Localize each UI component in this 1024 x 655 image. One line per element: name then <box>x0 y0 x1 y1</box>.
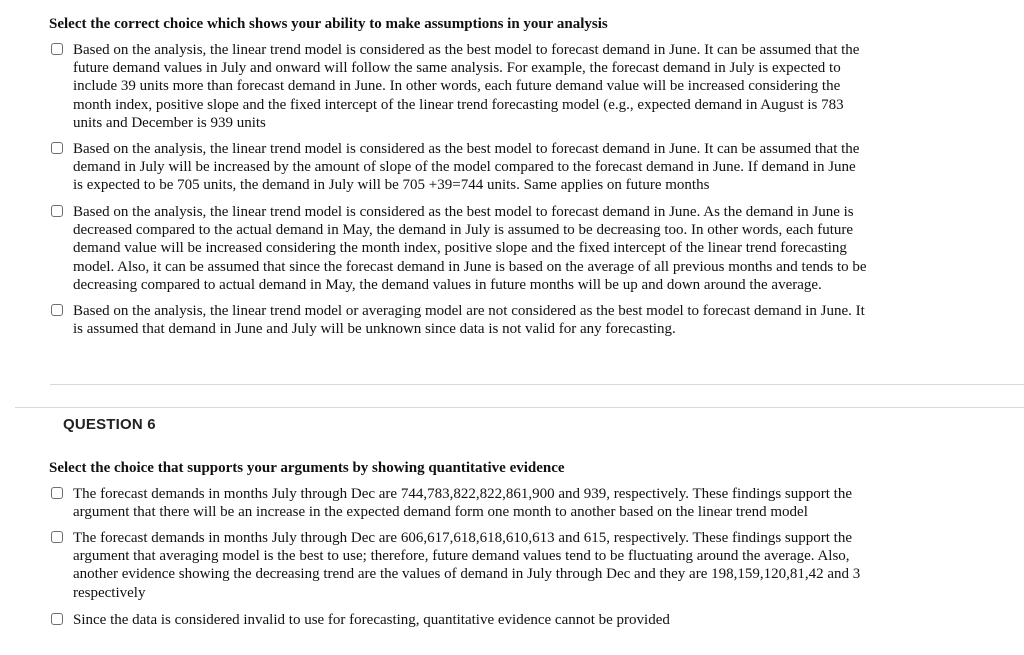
checkbox[interactable] <box>51 487 63 499</box>
choice-text: Based on the analysis, the linear trend model or averaging model are not considered as the best model to forecast demand in June. It is assumed that demand in June and July will be unknown since data is not valid for any forecasting. <box>73 303 865 338</box>
question5-prompt: Select the correct choice which shows your ability to make assumptions in your analysis <box>49 16 608 32</box>
question6-prompt: Select the choice that supports your arguments by showing quantitative evidence <box>49 460 565 476</box>
checkbox[interactable] <box>51 531 63 543</box>
question-divider-outer <box>15 407 1024 408</box>
choice-text: Based on the analysis, the linear trend model is considered as the best model to forecast demand in June. It can be assumed that the demand in July will be increased by the amount of slope of the model compared to the forecast demand in June. If demand in June is expected to be 705 units, the demand in July will be 705 +39=744 units. Same applies on future months <box>73 141 860 194</box>
choice-text: The forecast demands in months July through Dec are 744,783,822,822,861,900 and 939, respectively. These findings support the argument that there will be an increase in the expected demand form one month to another based on the linear trend model <box>73 486 853 521</box>
question6-label: QUESTION 6 <box>63 416 156 433</box>
choice-text: Since the data is considered invalid to use for forecasting, quantitative evidence cannot be provided <box>73 612 670 628</box>
checkbox[interactable] <box>51 613 63 625</box>
checkbox[interactable] <box>51 142 63 154</box>
choice-text: The forecast demands in months July through Dec are 606,617,618,618,610,613 and 615, respectively. These findings support the argument that averaging model is the best to use; therefore, future demand values tend to be fluctuating around the average. Also, another evidence showing the decreasing trend are the values of demand in July through Dec and they are 198,159,120,81,42 and 3 respectively <box>73 530 861 601</box>
choice-text: Based on the analysis, the linear trend model is considered as the best model to forecast demand in June. It can be assumed that the future demand values in July and onward will follow the same analysis. For example, the forecast demand in July is expected to include 39 units more than forecast demand in June. In other words, each future demand value will be increased considering the month index, positive slope and the fixed intercept of the linear trend forecasting model (e.g., expected demand in August is 783 units and December is 939 units <box>73 42 860 131</box>
checkbox[interactable] <box>51 43 63 55</box>
choice-text: Based on the analysis, the linear trend model is considered as the best model to forecast demand in June. As the demand in June is decreased compared to the actual demand in May, the demand in July is assumed to be decreasing too. In other words, each future demand value will be increased considering the month index, positive slope and the fixed intercept of the linear trend forecasting model. Also, it can be assumed that since the forecast demand in June is based on the average of all previous months and tends to be decreasing compared to actual demand in May, the demand values in future months will be up and down around the average. <box>73 204 867 293</box>
checkbox[interactable] <box>51 205 63 217</box>
question-divider-inner <box>50 384 1024 385</box>
checkbox[interactable] <box>51 304 63 316</box>
